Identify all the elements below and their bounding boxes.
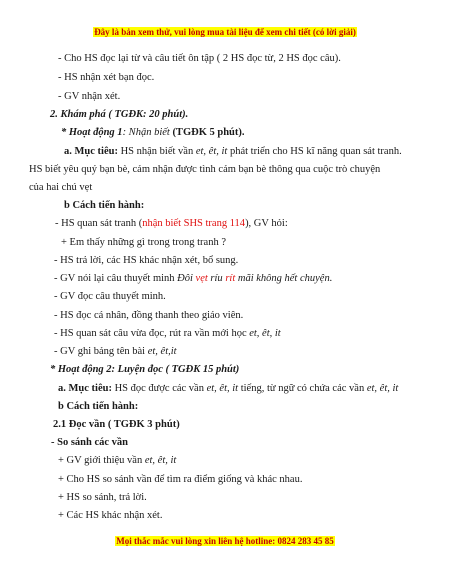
text-line-12: - HS trả lời, các HS khác nhận xét, bổ sung. [54,255,239,266]
sentence-word-rit: rít [225,273,236,284]
activity-2-heading: * Hoạt động 2: Luyện đọc ( TGĐK 15 phút) [50,364,240,375]
text-line-10-c: ), GV hỏi: [245,218,288,229]
text-line-24: + Cho HS so sánh vần để tìm ra điểm giống và khác nhau. [58,474,303,485]
sentence-rest: mãi không hết chuyện. [235,273,333,284]
objective-2-label: a. Mục tiêu: [58,383,112,394]
text-line-2: - HS nhận xét bạn đọc. [58,72,155,83]
hotline-text: Mọi thắc mắc vui lòng xin liên hệ hotline: 0824 283 45 85 [116,536,334,546]
activity-1-label: * Hoạt động 1 [61,127,123,138]
text-line-17-a: - GV ghi bảng tên bài [54,346,148,357]
objective-1-rest: phát triển cho HS kĩ năng quan sát tranh. [227,146,402,157]
text-line-8: của hai chú vẹt [29,182,93,193]
activity-1-duration: (TGĐK 5 phút). [169,127,245,138]
hotline-banner [0,536,450,546]
procedure-2-heading: b Cách tiến hành: [58,401,139,412]
text-line-1: - Cho HS đọc lại từ và câu tiết ôn tập ( 2 HS đọc từ, 2 HS đọc câu). [58,53,341,64]
text-line-13-a: - GV nói lại câu thuyết minh [54,273,178,284]
objective-2-vowels: et, êt, it [206,383,239,394]
text-line-16 [54,327,281,340]
objective-2-text: HS đọc được các vần [111,383,207,394]
text-line-11: + Em thấy những gì trong trong tranh ? [61,237,227,248]
activity-1-name: : Nhận biết [122,127,170,138]
sentence-word-2: ríu [207,273,226,284]
subsection-doc-van: 2.1 Đọc vần ( TGĐK 3 phút) [53,419,180,430]
text-line-15: - HS đọc cá nhân, đồng thanh theo giáo viên. [54,310,244,321]
compare-vowels-heading: - So sánh các vần [51,437,129,448]
objective-2-text-2: tiếng, từ ngữ có chứa các vần [238,383,367,394]
objective-2-vowels-2: et, êt, it [366,383,399,394]
text-line-16-vowels: et, êt, it [249,328,281,339]
preview-notice-banner [0,27,450,37]
section-heading-kham-pha: 2. Khám phá ( TGĐK: 20 phút). [50,109,189,120]
textbook-reference: nhận biết SHS trang 114 [142,218,246,229]
text-line-23-vowels: et, êt, it [144,455,177,466]
text-line-14: - GV đọc câu thuyết minh. [54,291,166,302]
objective-1-line [64,145,402,158]
objective-1-label: a. Mục tiêu: [64,146,118,157]
text-line-26: + Các HS khác nhận xét. [58,510,163,521]
text-line-23 [58,454,176,467]
text-line-13 [54,272,332,285]
objective-1-text: HS nhận biết vần [117,146,196,157]
text-line-23-a: + GV giới thiệu vần [58,455,145,466]
text-line-16-a: - HS quan sát câu vừa đọc, rút ra vần mới học [54,328,250,339]
activity-1-heading [61,126,245,139]
procedure-1-heading: b Cách tiến hành: [64,200,145,211]
objective-1-vowels: et, êt, it [195,146,228,157]
objective-2-line [58,382,398,395]
preview-notice-text: Đây là bản xem thử, vui lòng mua tài liệu để xem chi tiết (có lời giải) [94,27,356,37]
text-line-10 [55,217,288,230]
text-line-3: - GV nhận xét. [58,91,121,102]
text-line-17-vowels: et, êt,it [147,346,177,357]
text-line-7: HS biết yêu quý bạn bè, cảm nhận được tình cảm bạn bè thông qua cuộc trò chuyện [29,164,381,175]
text-line-10-a: - HS quan sát tranh ( [55,218,143,229]
text-line-25: + HS so sánh, trả lời. [58,492,147,503]
sentence-word-vet: vẹt [195,273,208,284]
sentence-word-1: Đôi [177,273,196,284]
text-line-17 [54,345,177,358]
